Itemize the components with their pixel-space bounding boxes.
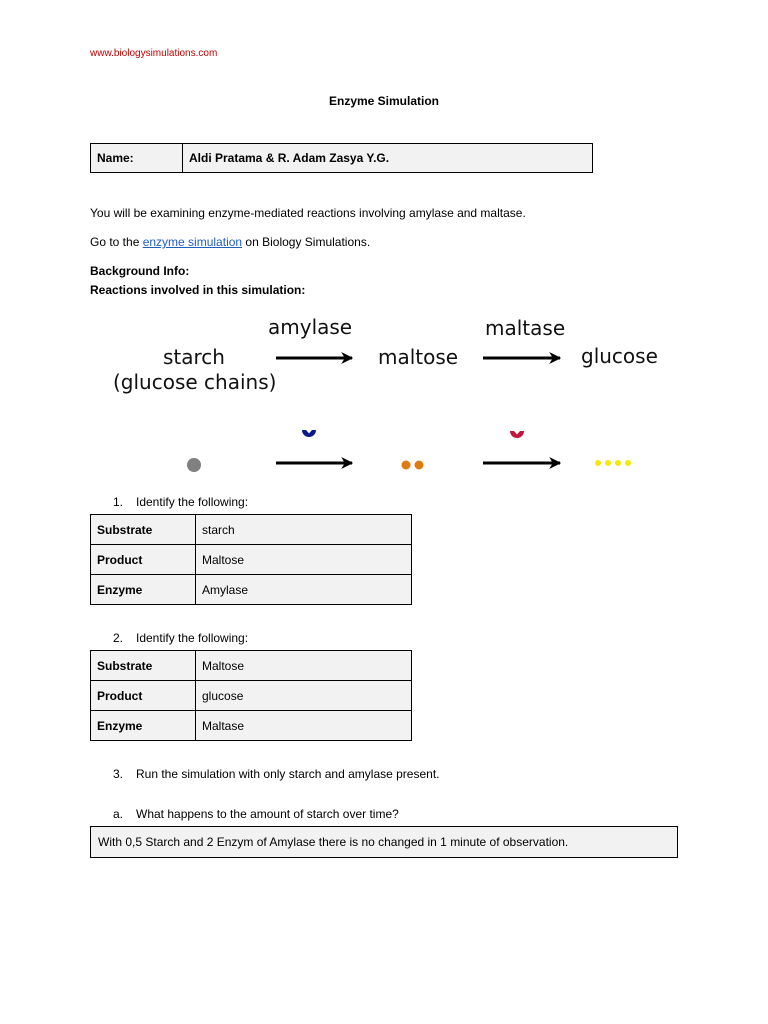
question-3a-text: What happens to the amount of starch over time? xyxy=(136,807,399,821)
table-row xyxy=(91,515,412,545)
enzyme-simulation-link[interactable]: enzyme simulation xyxy=(142,235,243,249)
table-row xyxy=(91,545,412,575)
question-2-number: 2. xyxy=(113,631,124,645)
table-value: starch xyxy=(196,515,412,545)
instructions-line xyxy=(90,235,370,249)
question-2 xyxy=(113,631,248,645)
background-heading: Background Info: xyxy=(90,264,190,278)
question-3a-answer: With 0,5 Starch and 2 Enzym of Amylase there is no changed in 1 minute of observation. xyxy=(90,826,678,858)
name-value: Aldi Pratama & R. Adam Zasya Y.G. xyxy=(189,151,390,165)
question-3a-number: a. xyxy=(113,807,124,821)
question-1-number: 1. xyxy=(113,495,124,509)
diagram-enzyme2-label: maltase xyxy=(485,316,566,340)
table-value: Maltose xyxy=(196,545,412,575)
diagram-intermediate-label: maltose xyxy=(378,345,459,369)
table-value: Maltase xyxy=(196,711,412,741)
reaction-diagram xyxy=(0,300,768,490)
intro-line: You will be examining enzyme-mediated reactions involving amylase and maltase. xyxy=(90,206,526,220)
question-1-table xyxy=(90,514,412,605)
table-row xyxy=(91,575,412,605)
diagram-substrate-label: starch xyxy=(163,345,225,369)
question-1-text: Identify the following: xyxy=(136,495,249,509)
maltose-molecule-icon xyxy=(415,461,424,470)
name-label: Name: xyxy=(91,144,183,172)
table-key: Enzyme xyxy=(91,711,196,741)
table-row xyxy=(91,651,412,681)
glucose-molecule-icon xyxy=(625,460,631,466)
table-value: Amylase xyxy=(196,575,412,605)
table-row xyxy=(91,681,412,711)
glucose-molecule-icon xyxy=(615,460,621,466)
question-2-table xyxy=(90,650,412,741)
table-row xyxy=(91,711,412,741)
question-3-text: Run the simulation with only starch and amylase present. xyxy=(136,767,440,781)
diagram-product-label: glucose xyxy=(581,344,658,368)
maltose-molecule-icon xyxy=(402,461,411,470)
question-3 xyxy=(113,767,440,781)
site-url: www.biologysimulations.com xyxy=(90,48,218,59)
question-2-text: Identify the following: xyxy=(136,631,249,645)
name-box xyxy=(90,143,593,173)
instructions-suffix: on Biology Simulations. xyxy=(242,235,371,249)
table-key: Substrate xyxy=(91,651,196,681)
question-1 xyxy=(113,495,248,509)
glucose-molecule-icon xyxy=(595,460,601,466)
table-value: glucose xyxy=(196,681,412,711)
table-key: Substrate xyxy=(91,515,196,545)
starch-molecule-icon xyxy=(187,458,201,472)
question-3-number: 3. xyxy=(113,767,124,781)
document-title: Enzyme Simulation xyxy=(328,94,440,108)
diagram-substrate-sublabel: (glucose chains) xyxy=(113,370,277,394)
instructions-prefix: Go to the xyxy=(90,235,143,249)
glucose-molecule-icon xyxy=(605,460,611,466)
question-3a xyxy=(113,807,399,821)
table-key: Product xyxy=(91,681,196,711)
table-key: Enzyme xyxy=(91,575,196,605)
table-key: Product xyxy=(91,545,196,575)
amylase-enzyme-icon xyxy=(302,430,316,437)
table-value: Maltose xyxy=(196,651,412,681)
maltase-enzyme-icon xyxy=(510,431,524,438)
reactions-line: Reactions involved in this simulation: xyxy=(90,283,306,297)
diagram-enzyme1-label: amylase xyxy=(268,315,353,339)
